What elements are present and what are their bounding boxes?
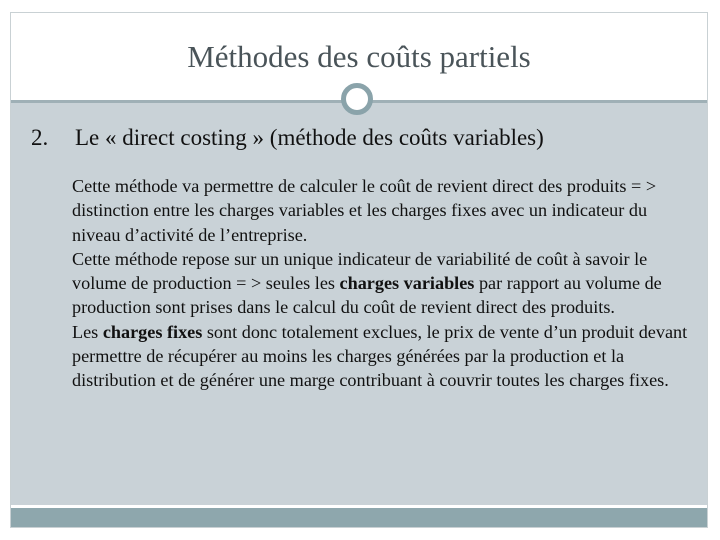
- ring-ornament-icon: [341, 83, 373, 115]
- paragraph-2-text-start: Cette méthode repose sur un unique indicateur de variabilité de coût à savoir le volume de production = > seules les: [72, 248, 648, 294]
- footer-bar: [11, 508, 707, 527]
- paragraph-3-bold: charges fixes: [102, 321, 203, 342]
- paragraph-3-text-start: Les: [72, 321, 103, 342]
- section-heading: [31, 125, 544, 151]
- paragraph-3-text-end: sont donc totalement exclues, le prix de vente d’un produit devant permettre de récupérer au moins les charges générées par la production et la distribution et de générer une marge contribuant à couvrir toutes les charges fixes.: [72, 321, 688, 391]
- paragraph-2-bold: charges variables: [339, 273, 475, 294]
- section-heading-text: Le « direct costing » (méthode des coûts variables): [75, 125, 544, 150]
- paragraph-2: [72, 247, 696, 320]
- paragraph-2-text-end: par rapport au volume de production sont prises dans le calcul du coût de revient direct des produits.: [72, 273, 662, 318]
- paragraph-1-text: Cette méthode va permettre de calculer le coût de revient direct des produits = > distinction entre les charges variables et les charges fixes avec un indicateur du niveau d’activité de l’entreprise.: [72, 176, 657, 245]
- section-number: 2.: [31, 125, 49, 150]
- body-text: [72, 174, 696, 393]
- slide-title: Méthodes des coûts partiels: [187, 39, 531, 74]
- paragraph-1: [72, 174, 696, 247]
- slide: [10, 12, 708, 528]
- paragraph-3: [72, 320, 696, 393]
